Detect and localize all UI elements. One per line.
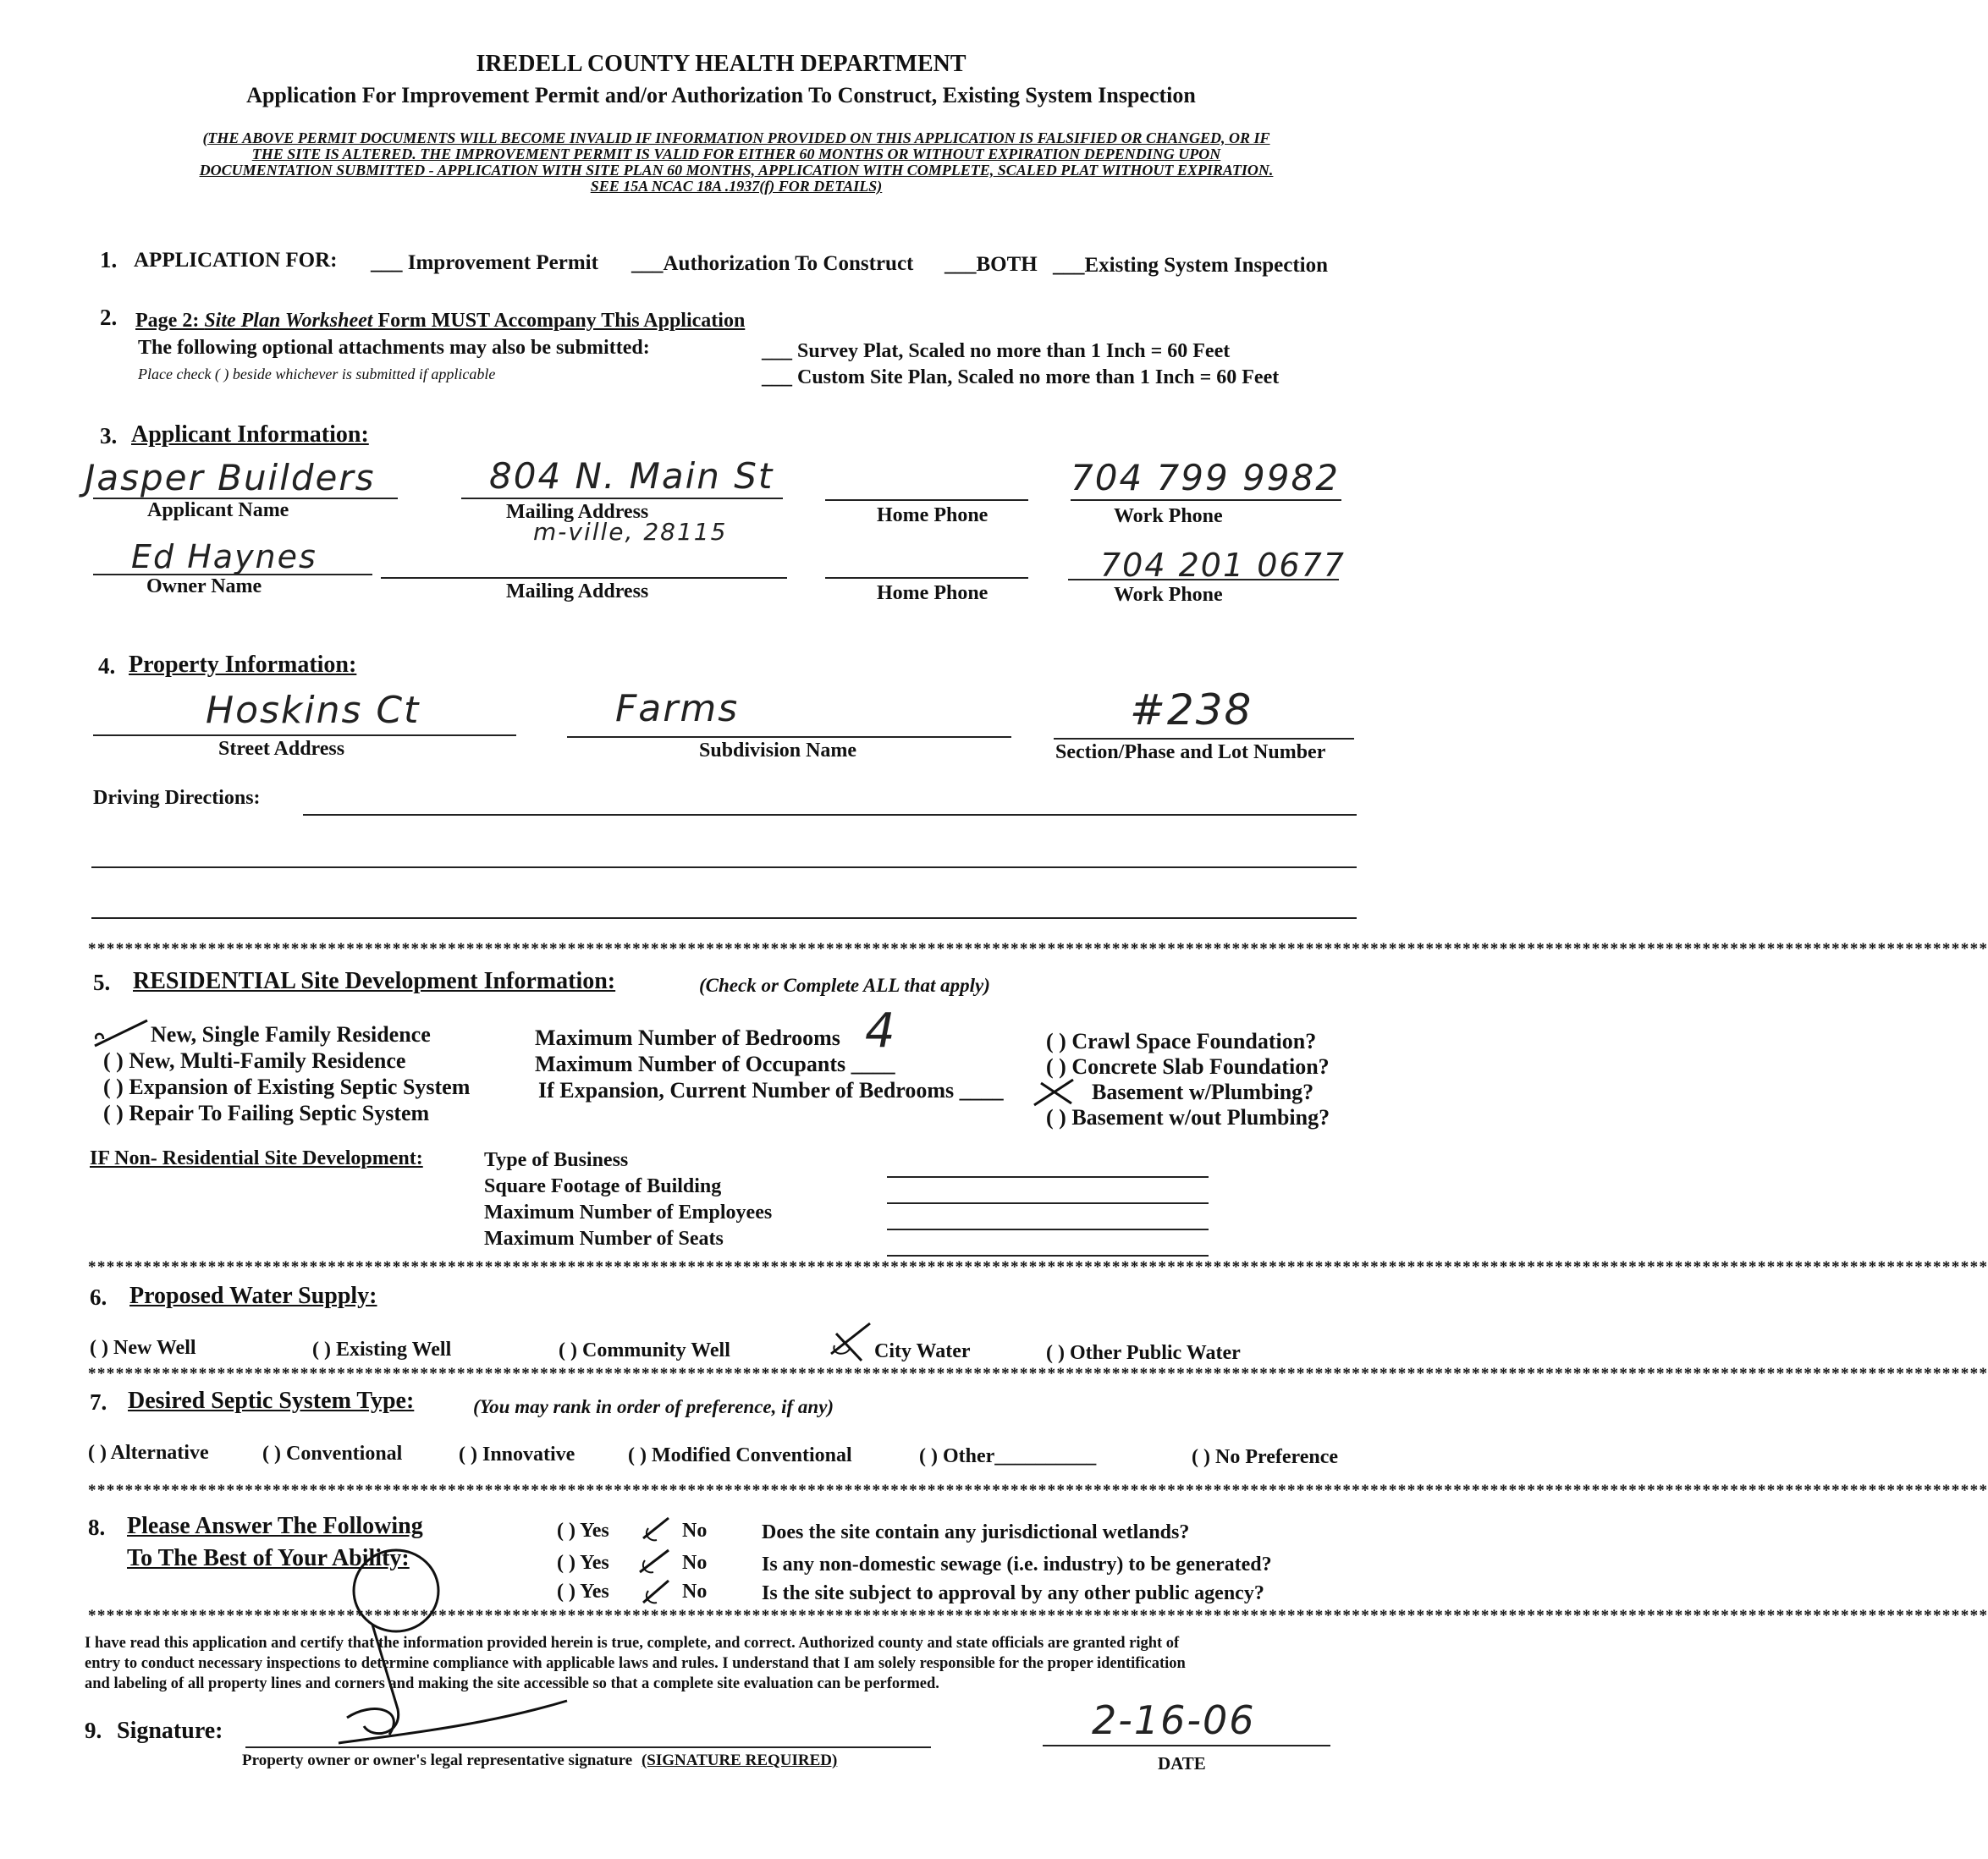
street-address-line [93, 734, 516, 736]
option-basement-plumbing[interactable]: Basement w/Plumbing? [1092, 1080, 1314, 1104]
section-5-heading: RESIDENTIAL Site Development Information: [133, 968, 616, 994]
section-2-heading-italic: Site Plan Worksheet [204, 310, 373, 332]
option-survey-plat[interactable]: ___ Survey Plat, Scaled no more than 1 Inch = 60 Feet [762, 340, 1231, 362]
option-alternative[interactable]: ( ) Alternative [88, 1442, 209, 1464]
divider-stars: ************************************************************************************************************************************************************************************************************** [88, 1482, 1988, 1499]
signature-caption [242, 1752, 837, 1770]
lot-number-value[interactable]: #238 [1130, 685, 1253, 734]
owner-work-phone-label: Work Phone [1114, 584, 1223, 606]
section-4-number: 4. [98, 653, 116, 679]
page-title: IREDELL COUNTY HEALTH DEPARTMENT [476, 51, 966, 77]
date-line [1043, 1745, 1330, 1746]
wetlands-yes[interactable]: ( ) Yes [557, 1520, 609, 1542]
work-phone-value[interactable]: 704 799 9982 [1071, 457, 1340, 498]
optional-attachments-text: The following optional attachments may also be submitted: [138, 337, 650, 359]
option-both[interactable]: ___BOTH [944, 253, 1038, 276]
divider-stars: ************************************************************************************************************************************************************************************************************** [88, 1258, 1988, 1276]
subdivision-name-value[interactable]: Farms [615, 687, 740, 730]
section-3-number: 3. [100, 423, 118, 448]
owner-mailing-label: Mailing Address [506, 580, 649, 602]
option-existing-system-inspection[interactable]: ___Existing System Inspection [1053, 254, 1329, 277]
square-footage-line[interactable] [887, 1202, 1209, 1204]
square-footage-label: Square Footage of Building [484, 1175, 722, 1197]
disclaimer [76, 130, 1396, 195]
owner-home-phone-label: Home Phone [877, 582, 988, 604]
street-address-label: Street Address [218, 738, 345, 760]
option-custom-site-plan[interactable]: ___ Custom Site Plan, Scaled no more than 1 Inch = 60 Feet [762, 366, 1280, 388]
page-subtitle: Application For Improvement Permit and/or Authorization To Construct, Existing System Inspection [246, 83, 1196, 107]
max-employees-label: Maximum Number of Employees [484, 1202, 773, 1224]
owner-mailing-line [381, 577, 787, 579]
section-2-heading-rest: Form MUST Accompany This Application [372, 310, 746, 332]
section-5-note: (Check or Complete ALL that apply) [699, 975, 990, 996]
max-occupants-label[interactable]: Maximum Number of Occupants ____ [535, 1052, 895, 1076]
certification-line: and labeling of all property lines and corners and making the site accessible so that a complete site evaluation can be performed. [85, 1675, 939, 1692]
checked-mark-wetlands-no[interactable] [640, 1513, 674, 1547]
option-city-water[interactable]: City Water [874, 1340, 971, 1362]
owner-name-value[interactable]: Ed Haynes [131, 538, 317, 575]
work-phone-line [1071, 499, 1341, 501]
max-seats-line[interactable] [887, 1255, 1209, 1257]
max-seats-label: Maximum Number of Seats [484, 1228, 724, 1250]
signature-line[interactable] [245, 1746, 931, 1748]
driving-directions-label: Driving Directions: [93, 787, 261, 809]
driving-directions-line-2[interactable] [91, 866, 1357, 868]
section-1-label: APPLICATION FOR: [134, 249, 338, 272]
subdivision-line [567, 736, 1011, 738]
signature-required: (SIGNATURE REQUIRED) [641, 1752, 838, 1769]
option-authorization-to-construct[interactable]: ___Authorization To Construct [631, 252, 914, 275]
date-value[interactable]: 2-16-06 [1092, 1697, 1256, 1743]
work-phone-label: Work Phone [1114, 505, 1223, 527]
lot-number-label: Section/Phase and Lot Number [1055, 741, 1326, 763]
max-bedrooms-label: Maximum Number of Bedrooms [535, 1026, 840, 1050]
max-employees-line[interactable] [887, 1229, 1209, 1230]
option-no-preference[interactable]: ( ) No Preference [1192, 1446, 1339, 1468]
option-crawl-space[interactable]: ( ) Crawl Space Foundation? [1046, 1029, 1317, 1053]
signature-caption-text: Property owner or owner's legal representative signature [242, 1752, 633, 1769]
applicant-name-label: Applicant Name [147, 499, 289, 521]
subdivision-name-label: Subdivision Name [699, 740, 857, 762]
wetlands-question: Does the site contain any jurisdictional wetlands? [762, 1521, 1190, 1543]
option-conventional[interactable]: ( ) Conventional [262, 1443, 403, 1465]
street-address-value[interactable]: Hoskins Ct [206, 689, 421, 732]
home-phone-label: Home Phone [877, 504, 988, 526]
disclaimer-line: DOCUMENTATION SUBMITTED - APPLICATION WITH SITE PLAN 60 MONTHS, APPLICATION WITH COMPLETE, SCALED PLAT WITHOUT EXPIRATION. [199, 162, 1274, 179]
option-community-well[interactable]: ( ) Community Well [559, 1339, 730, 1361]
section-3-heading: Applicant Information: [131, 421, 369, 448]
agency-yes[interactable]: ( ) Yes [557, 1581, 609, 1603]
option-existing-well[interactable]: ( ) Existing Well [312, 1339, 452, 1361]
nonresidential-label: IF Non- Residential Site Development: [90, 1147, 423, 1169]
certification-text [85, 1633, 1388, 1694]
disclaimer-line: THE SITE IS ALTERED. THE IMPROVEMENT PERMIT IS VALID FOR EITHER 60 MONTHS OR WITHOUT EXPIRATION DEPENDING UPON [251, 146, 1221, 162]
checked-mark-agency-no[interactable] [640, 1576, 674, 1609]
owner-work-phone-value[interactable]: 704 201 0677 [1100, 547, 1346, 584]
section-9-number: 9. [85, 1718, 102, 1743]
section-2-number: 2. [100, 305, 118, 330]
section-5-number: 5. [93, 970, 111, 995]
mailing-address-line2-value[interactable]: m-ville, 28115 [533, 518, 728, 546]
driving-directions-line-3[interactable] [91, 917, 1357, 919]
option-repair-failing[interactable]: ( ) Repair To Failing Septic System [103, 1101, 430, 1125]
certification-line: entry to conduct necessary inspections to determine compliance with applicable laws and rules. I understand that I am solely responsible for the proper identification [85, 1655, 1186, 1672]
divider-stars: ************************************************************************************************************************************************************************************************************** [88, 1607, 1988, 1625]
section-8-heading-line2: To The Best of Your Ability: [127, 1545, 410, 1571]
section-7-number: 7. [90, 1389, 107, 1415]
option-other-septic[interactable]: ( ) Other__________ [919, 1445, 1097, 1467]
agency-no[interactable]: No [682, 1581, 708, 1603]
sewage-no[interactable]: No [682, 1552, 708, 1574]
sewage-question: Is any non-domestic sewage (i.e. industry) to be generated? [762, 1554, 1272, 1576]
place-check-note: Place check ( ) beside whichever is submitted if applicable [138, 366, 496, 382]
signature-scribble[interactable] [313, 1540, 584, 1760]
section-6-heading: Proposed Water Supply: [129, 1283, 377, 1309]
type-of-business-line[interactable] [887, 1176, 1209, 1178]
option-multi-family[interactable]: ( ) New, Multi-Family Residence [103, 1048, 406, 1073]
lot-number-line [1054, 738, 1354, 740]
disclaimer-line: SEE 15A NCAC 18A .1937(f) FOR DETAILS) [590, 178, 883, 195]
driving-directions-line-1[interactable] [303, 814, 1357, 816]
sewage-yes[interactable]: ( ) Yes [557, 1552, 609, 1574]
owner-home-phone-line [825, 577, 1028, 579]
option-improvement-permit[interactable]: ___ Improvement Permit [371, 251, 598, 274]
agency-question: Is the site subject to approval by any other public agency? [762, 1582, 1264, 1604]
option-new-well[interactable]: ( ) New Well [90, 1337, 196, 1359]
option-modified-conventional[interactable]: ( ) Modified Conventional [628, 1444, 852, 1466]
checked-mark-sewage-no[interactable] [636, 1545, 674, 1579]
option-basement-no-plumbing[interactable]: ( ) Basement w/out Plumbing? [1046, 1105, 1330, 1130]
section-6-number: 6. [90, 1284, 107, 1310]
section-2-heading-prefix: Page 2: [135, 310, 205, 332]
section-8-number: 8. [88, 1515, 106, 1540]
section-2-heading [135, 310, 745, 333]
mailing-address-value[interactable]: 804 N. Main St [489, 455, 774, 497]
certification-line: I have read this application and certify that the information provided herein is true, complete, and correct. Authorized county and state officials are granted right of [85, 1635, 1180, 1652]
option-expansion-existing[interactable]: ( ) Expansion of Existing Septic System [103, 1075, 471, 1099]
current-bedrooms-label[interactable]: If Expansion, Current Number of Bedrooms ____ [538, 1078, 1004, 1103]
owner-name-label: Owner Name [146, 575, 262, 597]
section-8-heading-line1: Please Answer The Following [127, 1513, 423, 1539]
section-4-heading: Property Information: [129, 652, 357, 678]
option-innovative[interactable]: ( ) Innovative [459, 1444, 575, 1466]
type-of-business-label: Type of Business [484, 1149, 629, 1171]
section-7-note: (You may rank in order of preference, if any) [473, 1396, 834, 1417]
option-other-public-water[interactable]: ( ) Other Public Water [1046, 1342, 1241, 1364]
option-concrete-slab[interactable]: ( ) Concrete Slab Foundation? [1046, 1054, 1330, 1079]
mailing-address-label: Mailing Address [506, 501, 649, 523]
checked-mark-city-water[interactable] [828, 1320, 878, 1364]
signature-label: Signature: [117, 1718, 223, 1744]
section-1-number: 1. [100, 247, 118, 272]
wetlands-no[interactable]: No [682, 1520, 708, 1542]
mailing-address-line [461, 498, 783, 499]
section-7-heading: Desired Septic System Type: [128, 1388, 415, 1414]
applicant-name-value[interactable]: Jasper Builders [85, 457, 376, 498]
home-phone-line [825, 499, 1028, 501]
checked-mark-single-family[interactable] [91, 1017, 159, 1051]
option-single-family[interactable]: New, Single Family Residence [151, 1022, 431, 1047]
divider-stars: ************************************************************************************************************************************************************************************************************** [88, 1365, 1988, 1383]
max-bedrooms-value[interactable]: 4 [865, 1004, 897, 1059]
date-label: DATE [1158, 1753, 1206, 1774]
disclaimer-line: (THE ABOVE PERMIT DOCUMENTS WILL BECOME INVALID IF INFORMATION PROVIDED ON THIS APPLICATION IS FALSIFIED OR CHANGED, OR IF [202, 129, 1270, 146]
owner-work-phone-line [1068, 579, 1339, 580]
divider-stars: ************************************************************************************************************************************************************************************************************** [88, 940, 1988, 958]
checked-mark-basement-plumbing[interactable] [1029, 1075, 1083, 1108]
